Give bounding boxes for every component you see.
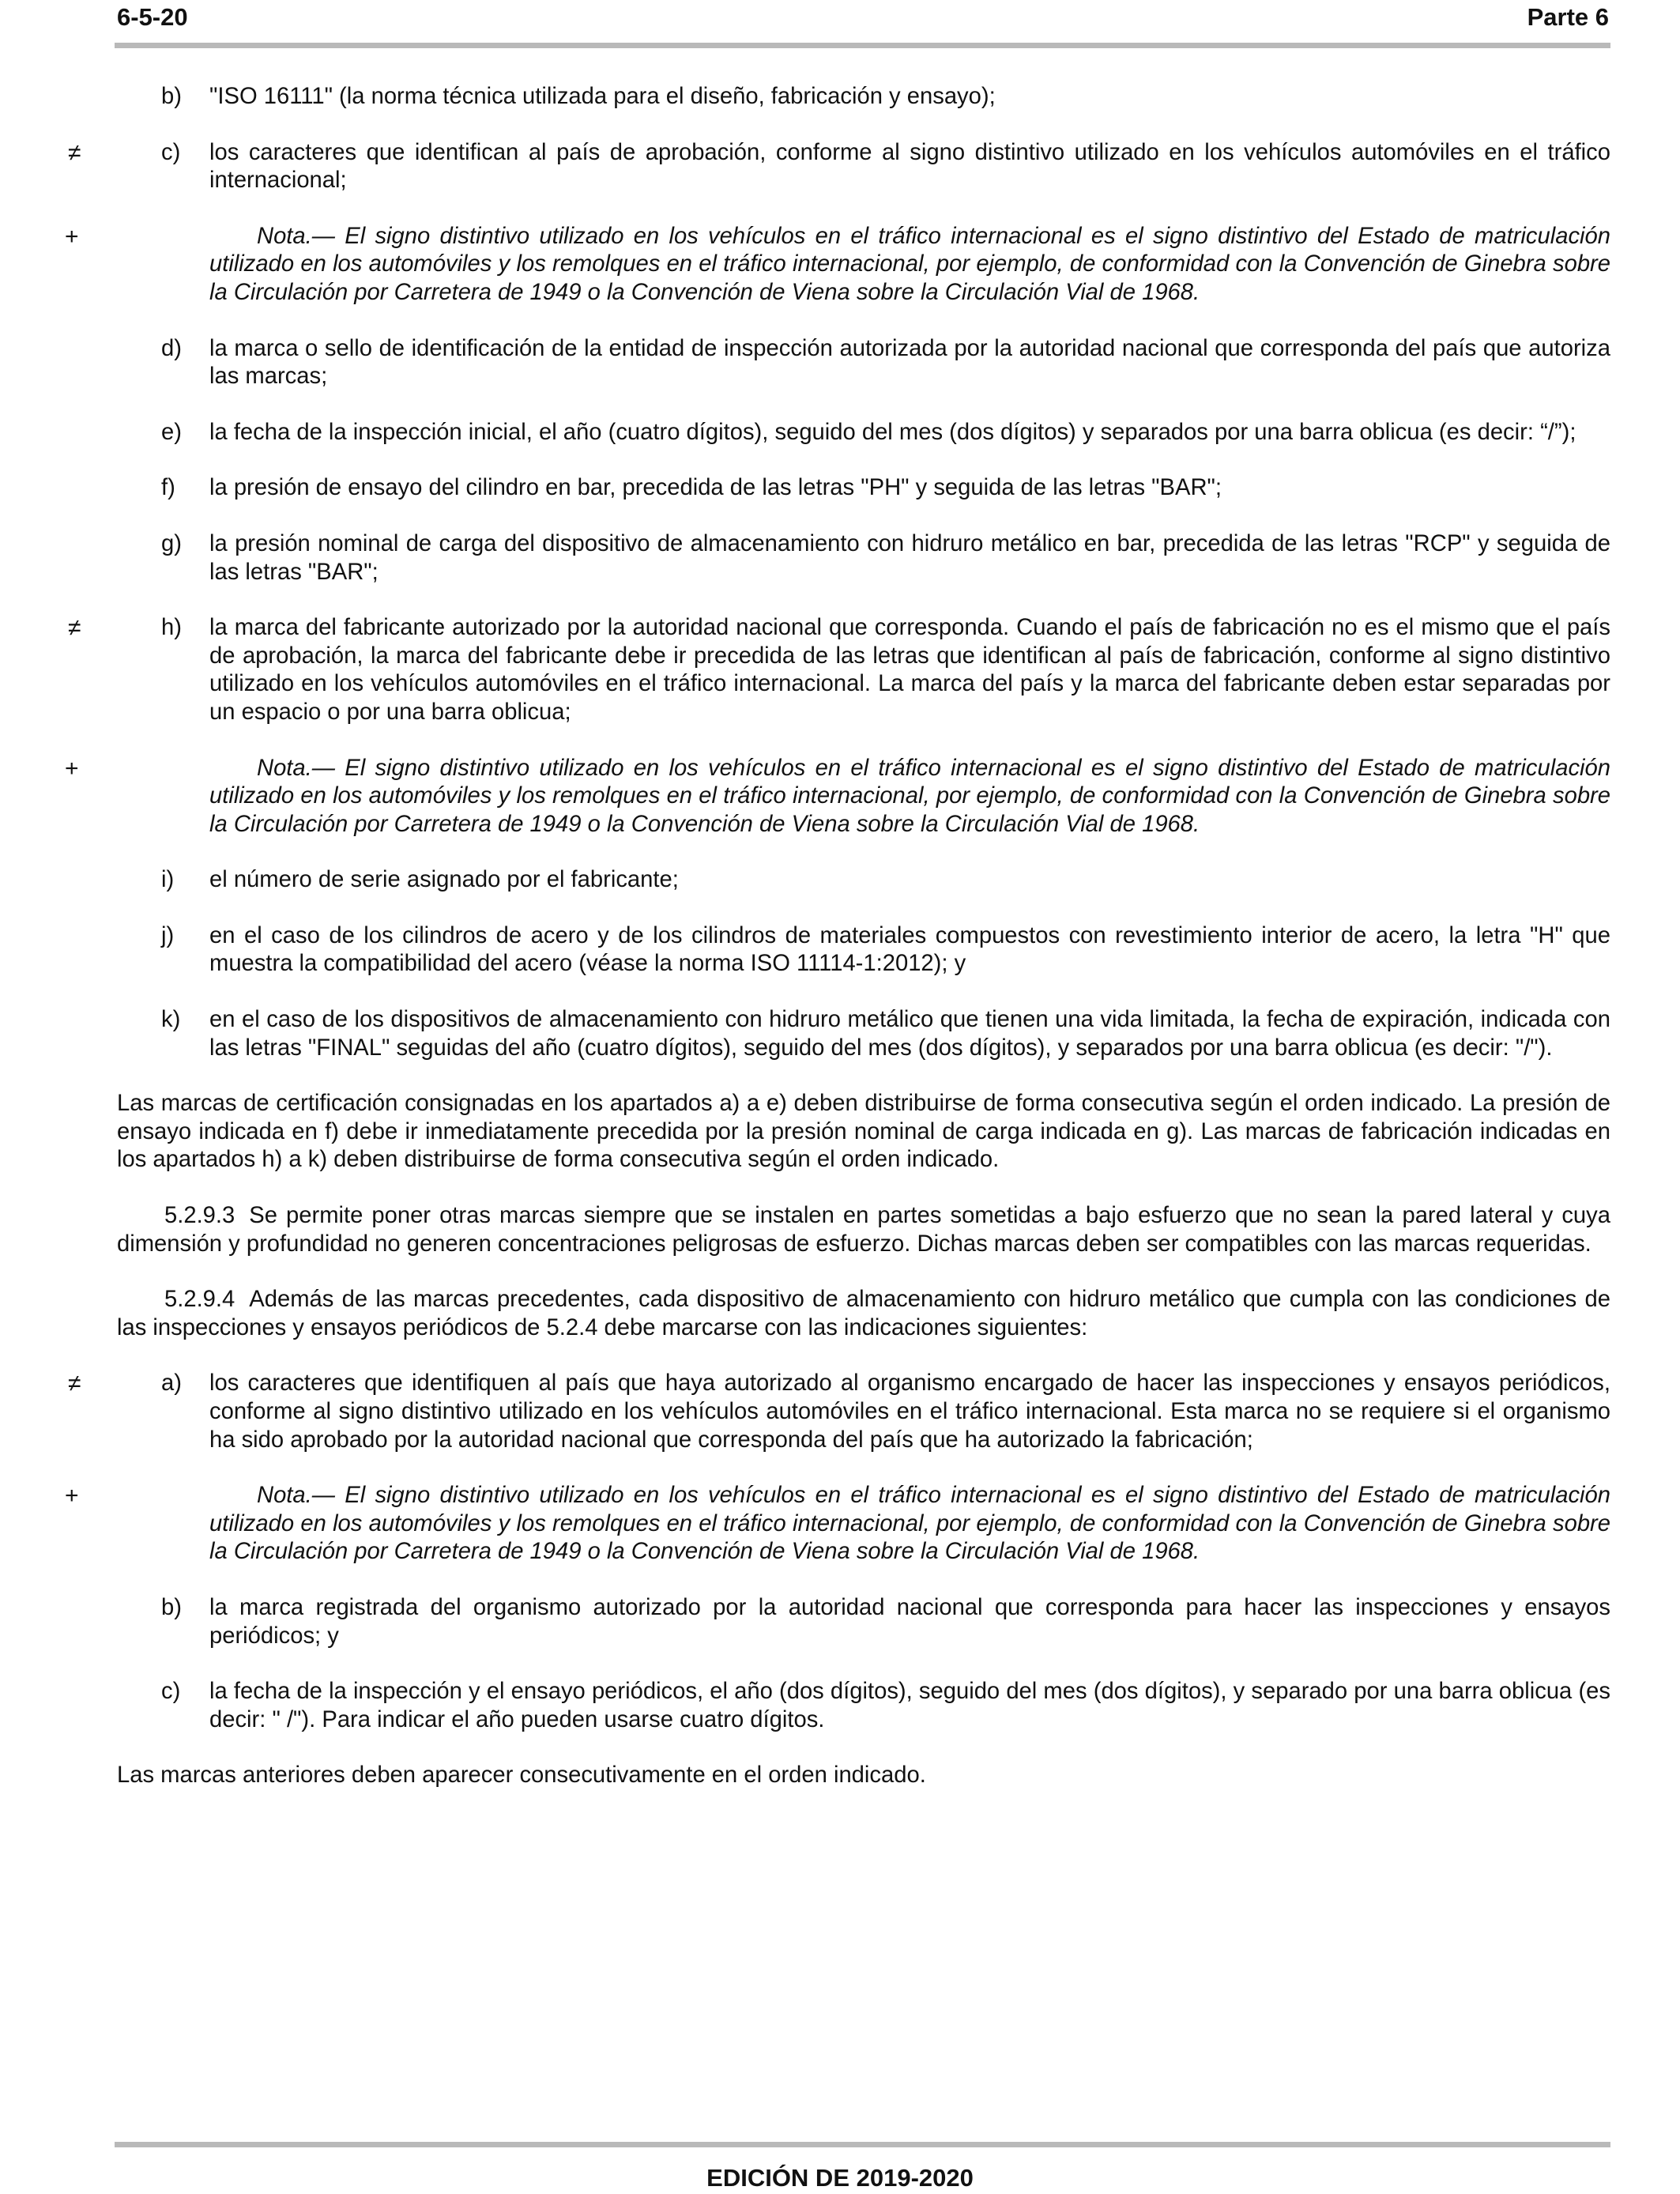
list-text: la marca o sello de identificación de la entidad de inspección autorizada por la autoridad nacional que corresponda del país que autoriza las marcas; <box>209 335 1610 390</box>
paragraph-marks-order: Las marcas de certificación consignadas en los apartados a) a e) deben distribuirse de forma consecutiva según el orden indicado. La presión de ensayo indicada en f) debe ir inmediatamente precedida por la presión nominal de carga indicada en g). Las marcas de fabricación indicadas en los apartados h) a k) deben distribuirse de forma consecutiva según el orden indicado. <box>117 1091 1610 1173</box>
list-label: g) <box>161 530 182 556</box>
list-label: d) <box>161 335 182 361</box>
list-label: k) <box>161 1007 181 1033</box>
list-text: la marca registrada del organismo autorizado por la autoridad nacional que corresponda para hacer las inspecciones y ensayos periódicos; y <box>209 1594 1610 1649</box>
paragraph-number: 5.2.9.4 <box>164 1287 235 1313</box>
note-1 <box>65 223 1610 307</box>
list-text: en el caso de los cilindros de acero y de los cilindros de materiales compuestos con revestimiento interior de acero, la letra "H" que muestra la compatibilidad del acero (véase la norma ISO 11114-1:2012); y <box>209 922 1610 977</box>
list-item-f <box>117 474 1610 503</box>
list-text: los caracteres que identifican al país de aprobación, conforme al signo distintivo utilizado en los vehículos automóviles en el tráfico internacional; <box>209 139 1610 194</box>
paragraph-text: Además de las marcas precedentes, cada dispositivo de almacenamiento con hidruro metálico que cumpla con las condiciones de las inspecciones y ensayos periódicos de 5.2.4 debe marcarse con las indicaciones siguientes: <box>117 1287 1610 1340</box>
list-text: el número de serie asignado por el fabricante; <box>209 867 679 893</box>
document-body <box>65 83 1610 1818</box>
list-text: la presión nominal de carga del dispositivo de almacenamiento con hidruro metálico en bar, precedida de las letras "RCP" y seguida de las letras "BAR"; <box>209 530 1610 585</box>
list-label: c) <box>161 139 181 165</box>
list-item-b <box>117 83 1610 111</box>
list2-item-b <box>117 1594 1610 1650</box>
list-item-d <box>117 335 1610 391</box>
part-title: Parte 6 <box>1527 3 1609 31</box>
note-text: — El signo distintivo utilizado en los vehículos en el tráfico internacional es el signo distintivo del Estado de matriculación utilizado en los automóviles y los remolques en el tráfico internacional, por ejemplo, de conformidad con la Convención de Ginebra sobre la Circulación por Carretera de 1949 o la Convención de Viena sobre la Circulación Vial de 1968. <box>209 1483 1610 1565</box>
changed-marker: ≠ <box>68 139 81 166</box>
added-marker: + <box>65 1483 79 1510</box>
edition-footer: EDICIÓN DE 2019-2020 <box>706 2164 974 2192</box>
list-label: h) <box>161 615 182 641</box>
footer-rule <box>115 2142 1610 2147</box>
list-text: la fecha de la inspección y el ensayo periódicos, el año (dos dígitos), seguido del mes (dos dígitos), y separado por una barra oblicua (es decir: " /"). Para indicar el año pueden usarse cuatro dígitos. <box>209 1679 1610 1732</box>
list-text: los caracteres que identifiquen al país que haya autorizado al organismo encargado de hacer las inspecciones y ensayos periódicos, conforme al signo distintivo utilizado en los vehículos automóviles en el tráfico internacional. Esta marca no se requiere si el organismo ha sido aprobado por la autoridad nacional que corresponda del país que ha autorizado la fabricación; <box>209 1370 1610 1453</box>
note-lead: Nota. <box>257 223 312 249</box>
list-item-i <box>117 866 1610 895</box>
list-label: f) <box>161 475 175 501</box>
list-text: en el caso de los dispositivos de almacenamiento con hidruro metálico que tienen una vida limitada, la fecha de expiración, indicada con las letras "FINAL" seguidas del año (cuatro dígitos), seguido del mes (dos dígitos), y separados por una barra oblicua (es decir: "/"). <box>209 1007 1610 1061</box>
paragraph-5-2-9-3 <box>117 1202 1610 1258</box>
list-label: a) <box>161 1370 182 1397</box>
note-lead: Nota. <box>257 1483 312 1509</box>
note-3 <box>65 1482 1610 1566</box>
list-label: c) <box>161 1679 181 1705</box>
list-label: b) <box>161 1594 182 1620</box>
list-label: i) <box>161 867 175 893</box>
note-text: — El signo distintivo utilizado en los vehículos en el tráfico internacional es el signo distintivo del Estado de matriculación utilizado en los automóviles y los remolques en el tráfico internacional, por ejemplo, de conformidad con la Convención de Ginebra sobre la Circulación por Carretera de 1949 o la Convención de Viena sobre la Circulación Vial de 1968. <box>209 755 1610 837</box>
header-rule <box>115 43 1610 48</box>
list-text: la presión de ensayo del cilindro en bar, precedida de las letras "PH" y seguida de las letras "BAR"; <box>209 475 1222 501</box>
list-item-k <box>117 1006 1610 1062</box>
paragraph-5-2-9-4 <box>117 1286 1610 1342</box>
list-text: "ISO 16111" (la norma técnica utilizada para el diseño, fabricación y ensayo); <box>209 84 996 109</box>
paragraph-final: Las marcas anteriores deben aparecer consecutivamente en el orden indicado. <box>117 1762 926 1789</box>
note-text: — El signo distintivo utilizado en los vehículos en el tráfico internacional es el signo distintivo del Estado de matriculación utilizado en los automóviles y los remolques en el tráfico internacional, por ejemplo, de conformidad con la Convención de Ginebra sobre la Circulación por Carretera de 1949 o la Convención de Viena sobre la Circulación Vial de 1968. <box>209 223 1610 305</box>
added-marker: + <box>65 223 79 250</box>
list-item-g <box>117 530 1610 586</box>
list-label: b) <box>161 84 182 109</box>
added-marker: + <box>65 755 79 782</box>
changed-marker: ≠ <box>68 615 81 642</box>
page-number: 6-5-20 <box>117 3 188 31</box>
list-item-h <box>68 614 1610 726</box>
paragraph-text: Se permite poner otras marcas siempre que se instalen en partes sometidas a bajo esfuerzo que no sean la pared lateral y cuya dimensión y profundidad no generen concentraciones peligrosas de esfuerzo. Dichas marcas deben ser compatibles con las marcas requeridas. <box>117 1203 1610 1257</box>
note-2 <box>65 755 1610 839</box>
list-text: la marca del fabricante autorizado por la autoridad nacional que corresponda. Cuando el país de fabricación no es el mismo que el país de aprobación, la marca del fabricante debe ir precedida de las letras que identifican al país de fabricación, conforme al signo distintivo utilizado en los vehículos automóviles en el tráfico internacional. La marca del país y la marca del fabricante deben estar separadas por un espacio o por una barra oblicua; <box>209 615 1610 725</box>
list-label: e) <box>161 419 182 445</box>
list2-item-a <box>68 1370 1610 1454</box>
list-label: j) <box>161 922 175 948</box>
note-lead: Nota. <box>257 755 312 781</box>
list2-item-c <box>117 1678 1610 1734</box>
list-item-e <box>117 419 1610 447</box>
list-item-c <box>68 139 1610 195</box>
list-text: la fecha de la inspección inicial, el año (cuatro dígitos), seguido del mes (dos dígitos) y separados por una barra oblicua (es decir: “/”); <box>209 419 1576 445</box>
paragraph-number: 5.2.9.3 <box>164 1203 235 1229</box>
changed-marker: ≠ <box>68 1370 81 1397</box>
list-item-j <box>117 922 1610 978</box>
